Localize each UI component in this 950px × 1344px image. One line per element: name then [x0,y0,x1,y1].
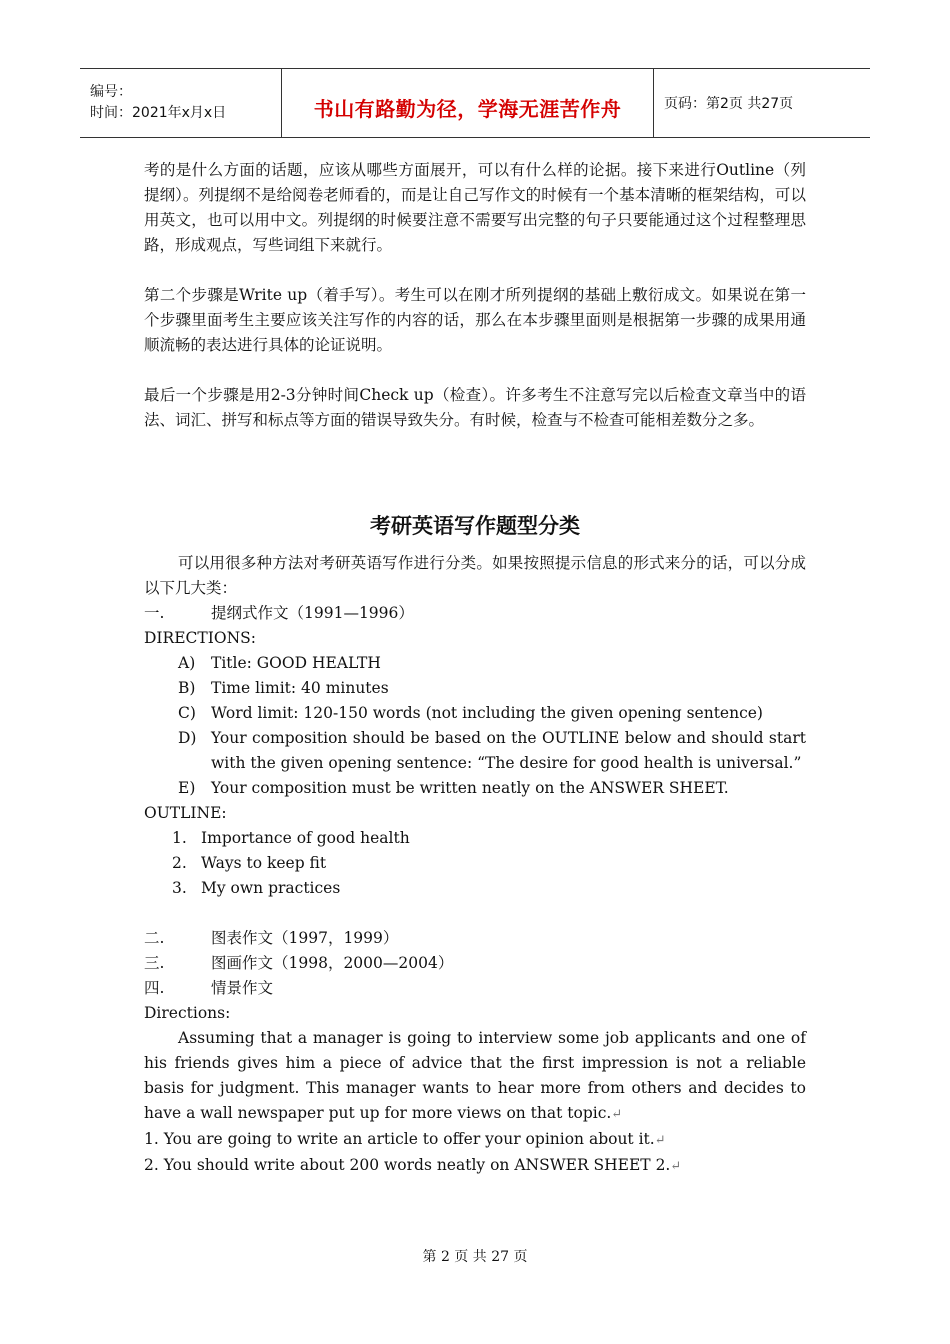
paragraph-write-step: 第二个步骤是Write up（着手写）。考生可以在刚才所列提纲的基础上敷衍成文。如果说在第一个步骤里面考生主要应该关注写作的内容的话，那么在本步骤里面则是根据第一步骤的成果用通顺流畅的表达进行具体的论证说明。 [144,286,806,354]
type-4-label: 情景作文 [211,979,274,997]
outline-list [144,826,806,901]
list-item: 2. Ways to keep fit [172,854,327,872]
type-1-label: 提纲式作文（1991—1996） [211,604,414,622]
header-meta [80,69,282,137]
directions-list [144,651,806,801]
outline-label: OUTLINE: [144,804,227,822]
type-3-number: 三. [144,954,165,972]
type-item-1 [144,601,806,626]
number-label: 编号： [90,84,132,100]
type-2-label: 图表作文（1997，1999） [211,929,399,947]
list-item: D) Your composition should be based on the OUTLINE below and should start with the given opening sentence: “The desire for good health is universal.” [178,729,806,772]
type-4-number: 四. [144,979,165,997]
list-item: B) Time limit: 40 minutes [178,679,389,697]
intro-paragraph: 可以用很多种方法对考研英语写作进行分类。如果按照提示信息的形式来分的话，可以分成以下几大类： [144,554,806,597]
paragraph-check-step: 最后一个步骤是用2-3分钟时间Check up（检查）。许多考生不注意写完以后检查文章当中的语法、词汇、拼写和标点等方面的错误导致失分。有时候，检查与不检查可能相差数分之多。 [144,386,806,429]
header-page-label: 页码：第2页 共27页 [664,96,794,112]
type-item-3 [144,951,806,976]
list-item: C) Word limit: 120-150 words (not including the given opening sentence) [178,704,763,722]
paragraph-mark-icon: ↵ [670,1159,682,1174]
header-page-cell [654,69,870,137]
scenario-paragraph: Assuming that a manager is going to interview some job applicants and one of his friends gives him a piece of advice that the first impression is not a reliable basis for judgment. This manager wants to hear more from others and decides to have a wall newspaper put up for more views on that topic.↵ [144,1029,806,1122]
directions-2-label: Directions: [144,1004,231,1022]
motto: 书山有路勤为径，学海无涯苦作舟 [313,96,622,121]
task-1: 1. You are going to write an article to offer your opinion about it.↵ [144,1130,666,1148]
page-footer: 第 2 页 共 27 页 [422,1249,528,1265]
date-label: 时间：2021年x月x日 [90,105,227,121]
page-header [80,68,870,138]
type-item-4 [144,976,806,1001]
directions-label: DIRECTIONS: [144,629,256,647]
list-item: 3. My own practices [172,879,341,897]
document-body [144,158,806,1179]
paragraph-mark-icon: ↵ [611,1107,623,1122]
header-motto-cell [282,69,654,137]
section-title: 考研英语写作题型分类 [370,514,580,538]
task-2: 2. You should write about 200 words neatly on ANSWER SHEET 2.↵ [144,1156,682,1174]
list-item: A) Title: GOOD HEALTH [178,654,381,672]
list-item: 1. Importance of good health [172,829,410,847]
type-2-number: 二. [144,929,165,947]
list-item: E) Your composition must be written neatly on the ANSWER SHEET. [178,779,729,797]
type-1-number: 一. [144,604,165,622]
paragraph-outline-step: 考的是什么方面的话题，应该从哪些方面展开，可以有什么样的论据。接下来进行Outline（列提纲）。列提纲不是给阅卷老师看的，而是让自己写作文的时候有一个基本清晰的框架结构，可以用英文，也可以用中文。列提纲的时候要注意不需要写出完整的句子只要能通过这个过程整理思路，形成观点，写些词组下来就行。 [144,161,806,254]
paragraph-mark-icon: ↵ [654,1133,666,1148]
type-item-2 [144,926,806,951]
type-3-label: 图画作文（1998，2000—2004） [211,954,454,972]
